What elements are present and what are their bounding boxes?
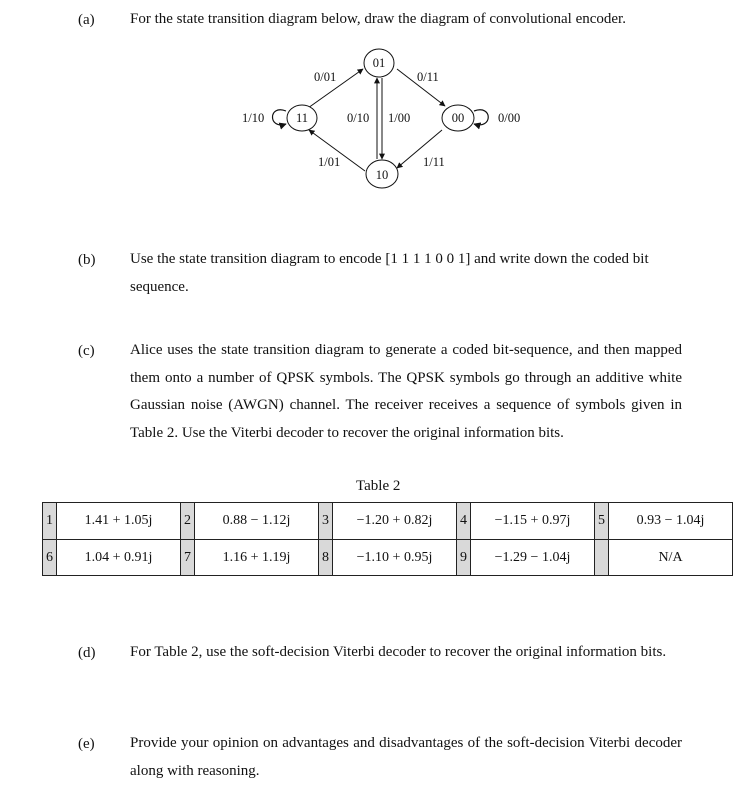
table-value-cell: −1.20 + 0.82j <box>333 503 457 540</box>
transition-label-1-01: 1/01 <box>318 155 341 169</box>
table-value-cell: 1.16 + 1.19j <box>195 540 319 576</box>
table-index-cell: 1 <box>43 503 57 540</box>
table-caption: Table 2 <box>356 478 401 494</box>
table-index-cell: 9 <box>457 540 471 576</box>
table-value-cell: 0.88 − 1.12j <box>195 503 319 540</box>
table-index-cell <box>595 540 609 576</box>
transition-label-0-00: 0/00 <box>498 111 521 125</box>
state-transition-diagram <box>220 38 540 198</box>
question-a-text: For the state transition diagram below, draw the diagram of convolutional encoder. <box>130 11 626 27</box>
table-value-cell: −1.15 + 0.97j <box>471 503 595 540</box>
edge-00-self-loop <box>474 110 488 125</box>
question-b-line-1: Use the state transition diagram to encode [1 1 1 1 0 0 1] and write down the coded bit <box>130 251 649 267</box>
question-d-text: For Table 2, use the soft-decision Viterbi decoder to recover the original information bits. <box>130 644 667 660</box>
table-value-cell: 1.04 + 0.91j <box>57 540 181 576</box>
transition-label-0-10: 0/10 <box>347 111 370 125</box>
transition-label-1-10: 1/10 <box>242 111 265 125</box>
transition-label-0-01: 0/01 <box>314 70 337 84</box>
table-value-cell: −1.10 + 0.95j <box>333 540 457 576</box>
table-value-cell: 0.93 − 1.04j <box>609 503 733 540</box>
table-index-cell: 7 <box>181 540 195 576</box>
table-index-cell: 8 <box>319 540 333 576</box>
transition-label-1-00: 1/00 <box>388 111 411 125</box>
table-index-cell: 4 <box>457 503 471 540</box>
table-value-cell: 1.41 + 1.05j <box>57 503 181 540</box>
state-11-label: 11 <box>295 111 309 125</box>
state-00-label: 00 <box>451 111 465 125</box>
question-b-line-2: sequence. <box>130 279 189 295</box>
question-c-text: Alice uses the state transition diagram to generate a coded bit-sequence, and then mapped them onto a number of QPSK symbols. The QPSK symbols go through an additive white Gaussian noise (AWGN) channel. The receiver receives a sequence of symbols given in Table 2. Use the Viterbi decoder to recover the original information bits. <box>130 342 682 441</box>
question-c-label: (c) <box>78 343 95 359</box>
state-01-label: 01 <box>372 56 386 70</box>
transition-label-0-11: 0/11 <box>417 70 439 84</box>
table-index-cell: 2 <box>181 503 195 540</box>
question-e-label: (e) <box>78 736 95 752</box>
question-a-label: (a) <box>78 12 95 28</box>
table-value-cell: −1.29 − 1.04j <box>471 540 595 576</box>
transition-label-1-11: 1/11 <box>423 155 445 169</box>
state-10-label: 10 <box>375 168 389 182</box>
question-b-label: (b) <box>78 252 96 268</box>
table-value-cell: N/A <box>609 540 733 576</box>
symbol-table <box>42 502 733 576</box>
question-e-text: Provide your opinion on advantages and disadvantages of the soft-decision Viterbi decoder along with reasoning. <box>130 735 682 779</box>
question-d-label: (d) <box>78 645 96 661</box>
table-index-cell: 3 <box>319 503 333 540</box>
table-row <box>43 540 733 576</box>
edge-11-self-loop <box>273 110 287 125</box>
table-row <box>43 503 733 540</box>
table-index-cell: 5 <box>595 503 609 540</box>
table-index-cell: 6 <box>43 540 57 576</box>
